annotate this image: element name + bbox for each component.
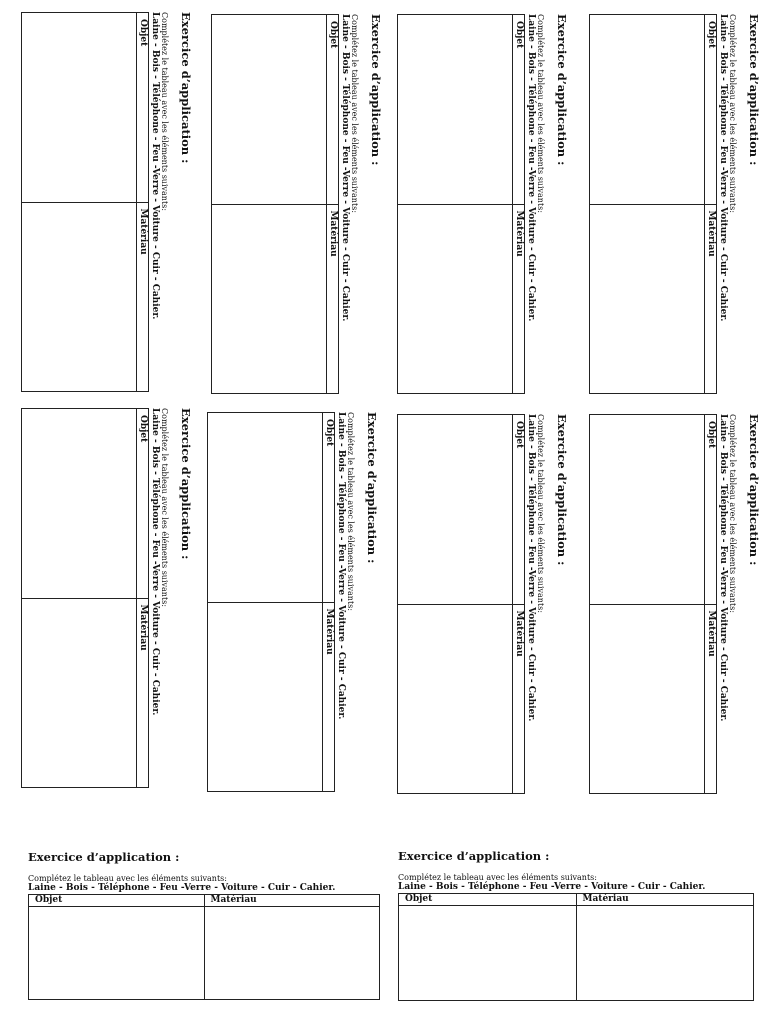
answer-cell-object[interactable] xyxy=(590,15,705,205)
answer-cell-material[interactable] xyxy=(22,202,137,392)
exercise-items: Laine - Bois - Téléphone - Feu -Verre - Voiture - Cuir - Cahier. xyxy=(150,12,160,320)
exercise-title: Exercice d’application : xyxy=(747,414,761,566)
exercise-items: Laine - Bois - Téléphone - Feu -Verre - Voiture - Cuir - Cahier. xyxy=(718,14,728,322)
exercise-title: Exercice d’application : xyxy=(398,849,550,863)
column-header-object: Objet xyxy=(513,415,525,605)
answer-cell-material[interactable] xyxy=(204,907,380,1000)
exercise-instruction: Complétez le tableau avec les éléments suivants: xyxy=(160,408,169,607)
exercise-title: Exercice d’application : xyxy=(555,14,569,166)
answer-table xyxy=(21,12,149,392)
answer-cell-object[interactable] xyxy=(398,15,513,205)
exercise-card xyxy=(6,12,192,392)
column-header-object: Objet xyxy=(29,895,205,907)
exercise-card xyxy=(574,14,760,394)
answer-cell-material[interactable] xyxy=(398,604,513,794)
answer-cell-object[interactable] xyxy=(212,15,327,205)
column-header-material: Matériau xyxy=(204,895,380,907)
column-header-object: Objet xyxy=(323,413,335,603)
answer-cell-material[interactable] xyxy=(590,604,705,794)
exercise-items: Laine - Bois - Téléphone - Feu -Verre - Voiture - Cuir - Cahier. xyxy=(336,412,346,720)
column-header-object: Objet xyxy=(137,13,149,203)
exercise-card xyxy=(192,412,378,792)
answer-cell-object[interactable] xyxy=(399,906,577,1001)
exercise-card xyxy=(574,414,760,794)
exercise-title: Exercice d’application : xyxy=(179,12,193,164)
exercise-title: Exercice d’application : xyxy=(365,412,379,564)
answer-table xyxy=(211,14,339,394)
answer-table xyxy=(21,408,149,788)
answer-cell-material[interactable] xyxy=(576,906,754,1001)
exercise-items: Laine - Bois - Téléphone - Feu -Verre - Voiture - Cuir - Cahier. xyxy=(398,882,706,892)
exercise-title: Exercice d’application : xyxy=(28,850,180,864)
exercise-card xyxy=(28,851,380,1031)
answer-table xyxy=(28,894,380,1000)
column-header-material: Matériau xyxy=(323,602,335,792)
column-header-object: Objet xyxy=(705,415,717,605)
exercise-title: Exercice d’application : xyxy=(369,14,383,166)
exercise-instruction: Complétez le tableau avec les éléments suivants: xyxy=(536,14,545,213)
answer-table xyxy=(589,14,717,394)
exercise-card xyxy=(382,414,568,794)
column-header-object: Objet xyxy=(705,15,717,205)
answer-cell-object[interactable] xyxy=(398,415,513,605)
answer-cell-object[interactable] xyxy=(22,409,137,599)
exercise-instruction: Complétez le tableau avec les éléments suivants: xyxy=(160,12,169,211)
answer-table xyxy=(397,414,525,794)
answer-cell-material[interactable] xyxy=(212,204,327,394)
exercise-card xyxy=(382,14,568,394)
answer-cell-material[interactable] xyxy=(590,204,705,394)
answer-cell-object[interactable] xyxy=(590,415,705,605)
column-header-object: Objet xyxy=(327,15,339,205)
column-header-object: Objet xyxy=(137,409,149,599)
answer-cell-object[interactable] xyxy=(29,907,205,1000)
answer-cell-material[interactable] xyxy=(398,204,513,394)
column-header-material: Matériau xyxy=(705,604,717,794)
exercise-items: Laine - Bois - Téléphone - Feu -Verre - Voiture - Cuir - Cahier. xyxy=(28,883,336,893)
exercise-card xyxy=(398,850,754,1030)
exercise-instruction: Complétez le tableau avec les éléments suivants: xyxy=(28,874,227,883)
answer-cell-material[interactable] xyxy=(22,598,137,788)
exercise-items: Laine - Bois - Téléphone - Feu -Verre - Voiture - Cuir - Cahier. xyxy=(340,14,350,322)
column-header-material: Matériau xyxy=(327,204,339,394)
column-header-material: Matériau xyxy=(705,204,717,394)
exercise-items: Laine - Bois - Téléphone - Feu -Verre - Voiture - Cuir - Cahier. xyxy=(718,414,728,722)
column-header-object: Objet xyxy=(399,894,577,906)
exercise-title: Exercice d’application : xyxy=(555,414,569,566)
exercise-items: Laine - Bois - Téléphone - Feu -Verre - Voiture - Cuir - Cahier. xyxy=(526,14,536,322)
column-header-material: Matériau xyxy=(137,202,149,392)
exercise-items: Laine - Bois - Téléphone - Feu -Verre - Voiture - Cuir - Cahier. xyxy=(150,408,160,716)
exercise-title: Exercice d’application : xyxy=(747,14,761,166)
exercise-items: Laine - Bois - Téléphone - Feu -Verre - Voiture - Cuir - Cahier. xyxy=(526,414,536,722)
exercise-instruction: Complétez le tableau avec les éléments suivants: xyxy=(728,14,737,213)
answer-cell-object[interactable] xyxy=(22,13,137,203)
answer-table xyxy=(589,414,717,794)
column-header-material: Matériau xyxy=(576,894,754,906)
answer-table xyxy=(397,14,525,394)
column-header-material: Matériau xyxy=(137,598,149,788)
answer-table xyxy=(207,412,335,792)
exercise-card xyxy=(196,14,382,394)
exercise-instruction: Complétez le tableau avec les éléments suivants: xyxy=(346,412,355,611)
exercise-title: Exercice d’application : xyxy=(179,408,193,560)
column-header-object: Objet xyxy=(513,15,525,205)
column-header-material: Matériau xyxy=(513,204,525,394)
exercise-instruction: Complétez le tableau avec les éléments suivants: xyxy=(350,14,359,213)
exercise-instruction: Complétez le tableau avec les éléments suivants: xyxy=(536,414,545,613)
answer-cell-object[interactable] xyxy=(208,413,323,603)
exercise-instruction: Complétez le tableau avec les éléments suivants: xyxy=(398,873,597,882)
answer-table xyxy=(398,893,754,1001)
column-header-material: Matériau xyxy=(513,604,525,794)
exercise-instruction: Complétez le tableau avec les éléments suivants: xyxy=(728,414,737,613)
exercise-card xyxy=(6,408,192,788)
answer-cell-material[interactable] xyxy=(208,602,323,792)
